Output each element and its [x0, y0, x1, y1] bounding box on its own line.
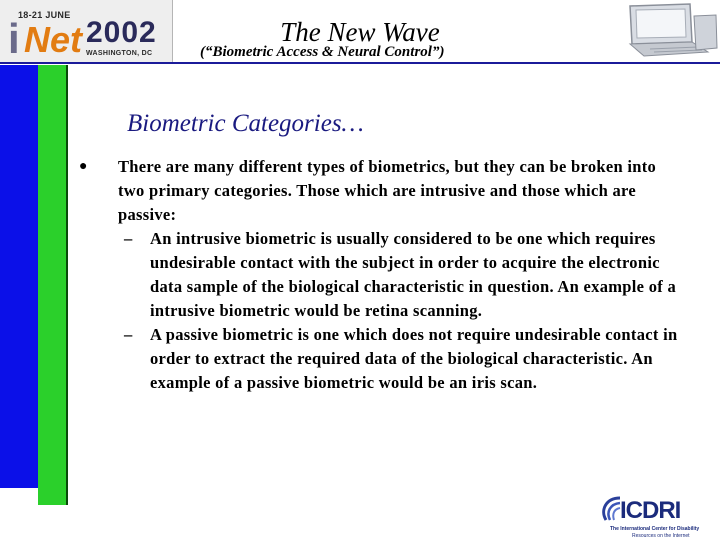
left-bar-edge [66, 65, 68, 505]
logo-location: WASHINGTON, DC [86, 50, 153, 57]
section-heading: Biometric Categories… [127, 110, 364, 137]
dash-icon: – [124, 229, 133, 248]
dash-icon: – [124, 325, 133, 344]
sub-item-passive [124, 323, 679, 395]
logo-net: Net [24, 19, 83, 60]
icdri-wordmark: ICDRI [620, 497, 681, 524]
bullet-text: There are many different types of biometrics, but they can be broken into two primary categories. Those which are intrusive and those which are passive: [118, 157, 657, 224]
logo-dates: 18-21 JUNE [18, 10, 71, 20]
sub-item-intrusive [124, 227, 679, 323]
icdri-tagline-2: Resources on the Internet [632, 533, 690, 539]
logo-year: 2002 [86, 16, 157, 49]
bullet-item [79, 155, 679, 227]
sub-item-text: A passive biometric is one which does not require undesirable contact in order to extract the required data of the biological characteristic. An example of a passive biometric would be an iris scan. [150, 325, 678, 392]
logo-letter-i: i [8, 15, 20, 62]
icdri-logo [598, 494, 720, 540]
bullet-dot-icon: ● [79, 159, 88, 174]
left-green-bar [38, 65, 66, 505]
slide-title: The New Wave [280, 17, 440, 47]
left-blue-bar [0, 65, 38, 488]
slide-subtitle: (“Biometric Access & Neural Control”) [200, 44, 445, 60]
icdri-tagline-1: The International Center for Disability [610, 526, 700, 532]
slide-content [79, 155, 679, 395]
sub-item-text: An intrusive biometric is usually considered to be one which requires undesirable contact with the subject in order to acquire the electronic data sample of the biological characteristic in question. An example of a intrusive biometric would be retina scanning. [150, 229, 677, 320]
header-divider [0, 62, 720, 64]
